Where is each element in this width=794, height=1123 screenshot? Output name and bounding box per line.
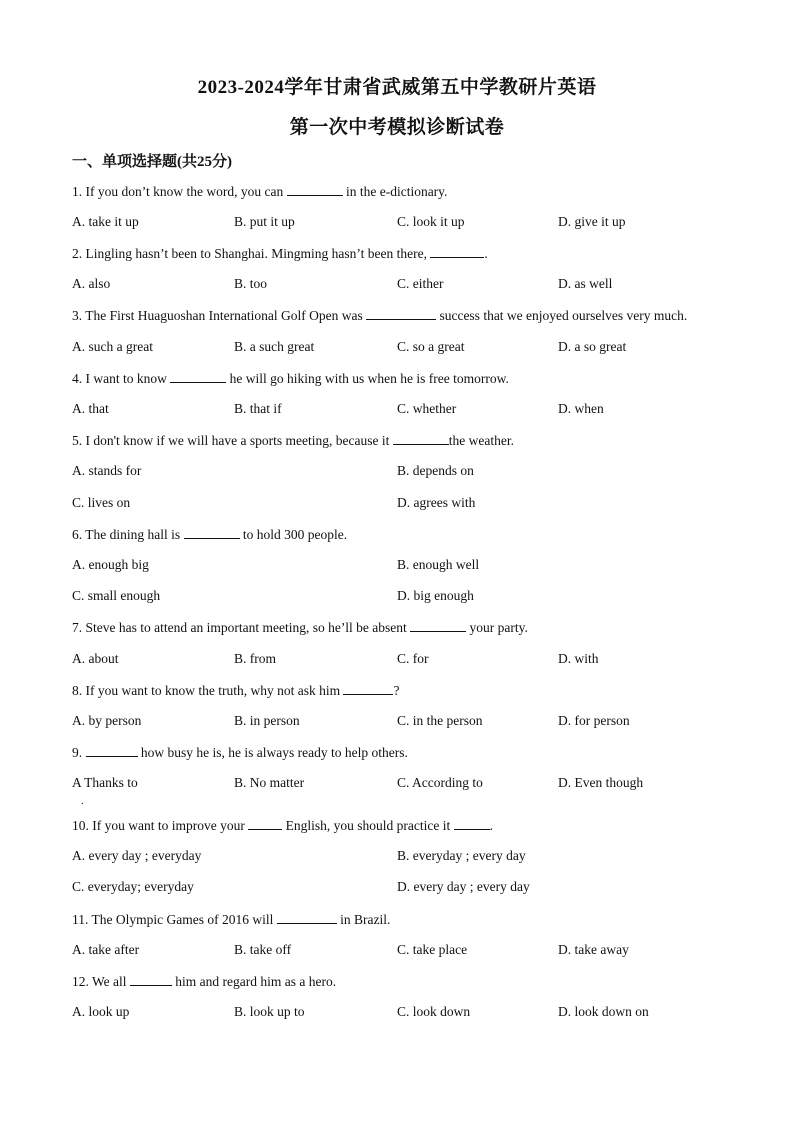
option-c[interactable]: C. take place — [397, 942, 468, 957]
question-2: 2. Lingling hasn’t been to Shanghai. Mingming hasn’t been there, . — [72, 246, 488, 261]
answer-blank — [86, 744, 138, 757]
answer-blank — [343, 682, 393, 695]
option-c[interactable]: C. According to — [397, 775, 483, 790]
option-b[interactable]: B. No matter — [234, 775, 305, 790]
option-d[interactable]: D. with — [558, 651, 599, 666]
option-c[interactable]: C. whether — [397, 401, 457, 416]
answer-blank — [130, 973, 172, 986]
option-b[interactable]: B. enough well — [397, 557, 480, 572]
option-b[interactable]: B. everyday ; every day — [397, 848, 526, 863]
question-10: 10. If you want to improve your English, you should practice it . — [72, 818, 493, 833]
option-a[interactable]: A. stands for — [72, 463, 142, 478]
option-a[interactable]: A. take after — [72, 942, 140, 957]
option-d[interactable]: D. Even though — [558, 775, 644, 790]
option-a[interactable]: A. by person — [72, 713, 142, 728]
option-a[interactable]: A. that — [72, 401, 109, 416]
option-c[interactable]: C. for — [397, 651, 429, 666]
option-a[interactable]: A. every day ; everyday — [72, 848, 202, 863]
option-c[interactable]: C. small enough — [72, 588, 161, 603]
option-b[interactable]: B. from — [234, 651, 276, 666]
stray-mark: . — [81, 796, 84, 807]
question-8: 8. If you want to know the truth, why not ask him ? — [72, 683, 400, 698]
option-b[interactable]: B. put it up — [234, 214, 295, 229]
option-a[interactable]: A Thanks to — [72, 775, 138, 790]
option-a[interactable]: A. such a great — [72, 339, 153, 354]
question-9: 9. how busy he is, he is always ready to help others. — [72, 745, 408, 760]
question-4: 4. I want to know he will go hiking with us when he is free tomorrow. — [72, 371, 509, 386]
option-d[interactable]: D. when — [558, 401, 604, 416]
option-c[interactable]: C. lives on — [72, 495, 131, 510]
section-heading: 一、单项选择题(共25分) — [72, 154, 232, 170]
question-1: 1. If you don’t know the word, you can in the e-dictionary. — [72, 184, 448, 199]
answer-blank — [277, 911, 337, 924]
answer-blank — [454, 817, 490, 830]
option-b[interactable]: B. look up to — [234, 1004, 305, 1019]
question-3: 3. The First Huaguoshan International Golf Open was success that we enjoyed ourselves very much. — [72, 308, 688, 323]
option-c[interactable]: C. look it up — [397, 214, 465, 229]
option-b[interactable]: B. a such great — [234, 339, 315, 354]
option-c[interactable]: C. everyday; everyday — [72, 879, 194, 894]
option-d[interactable]: D. for person — [558, 713, 630, 728]
answer-blank — [248, 817, 282, 830]
option-a[interactable]: A. take it up — [72, 214, 139, 229]
option-b[interactable]: B. in person — [234, 713, 300, 728]
answer-blank — [430, 245, 484, 258]
option-b[interactable]: B. too — [234, 276, 268, 291]
question-11: 11. The Olympic Games of 2016 will in Brazil. — [72, 912, 391, 927]
option-d[interactable]: D. agrees with — [397, 495, 476, 510]
option-d[interactable]: D. as well — [558, 276, 613, 291]
option-d[interactable]: D. take away — [558, 942, 629, 957]
option-a[interactable]: A. also — [72, 276, 111, 291]
question-12: 12. We all him and regard him as a hero. — [72, 974, 337, 989]
option-b[interactable]: B. depends on — [397, 463, 474, 478]
option-b[interactable]: B. take off — [234, 942, 292, 957]
answer-blank — [366, 307, 436, 320]
option-a[interactable]: A. about — [72, 651, 119, 666]
option-d[interactable]: D. give it up — [558, 214, 626, 229]
option-c[interactable]: C. look down — [397, 1004, 471, 1019]
answer-blank — [170, 370, 226, 383]
answer-blank — [410, 619, 466, 632]
option-c[interactable]: C. either — [397, 276, 444, 291]
option-b[interactable]: B. that if — [234, 401, 282, 416]
answer-blank — [287, 183, 343, 196]
question-7: 7. Steve has to attend an important meeting, so he’ll be absent your party. — [72, 620, 528, 635]
exam-title-line1: 2023-2024学年甘肃省武威第五中学教研片英语 — [197, 77, 597, 98]
option-a[interactable]: A. enough big — [72, 557, 149, 572]
option-c[interactable]: C. in the person — [397, 713, 483, 728]
option-c[interactable]: C. so a great — [397, 339, 465, 354]
option-d[interactable]: D. a so great — [558, 339, 627, 354]
option-d[interactable]: D. look down on — [558, 1004, 649, 1019]
option-d[interactable]: D. big enough — [397, 588, 474, 603]
question-5: 5. I don't know if we will have a sports meeting, because it the weather. — [72, 433, 514, 448]
answer-blank — [393, 432, 449, 445]
exam-title-line2: 第一次中考模拟诊断试卷 — [289, 117, 505, 138]
question-6: 6. The dining hall is to hold 300 people. — [72, 527, 348, 542]
answer-blank — [184, 526, 240, 539]
option-d[interactable]: D. every day ; every day — [397, 879, 530, 894]
option-a[interactable]: A. look up — [72, 1004, 130, 1019]
